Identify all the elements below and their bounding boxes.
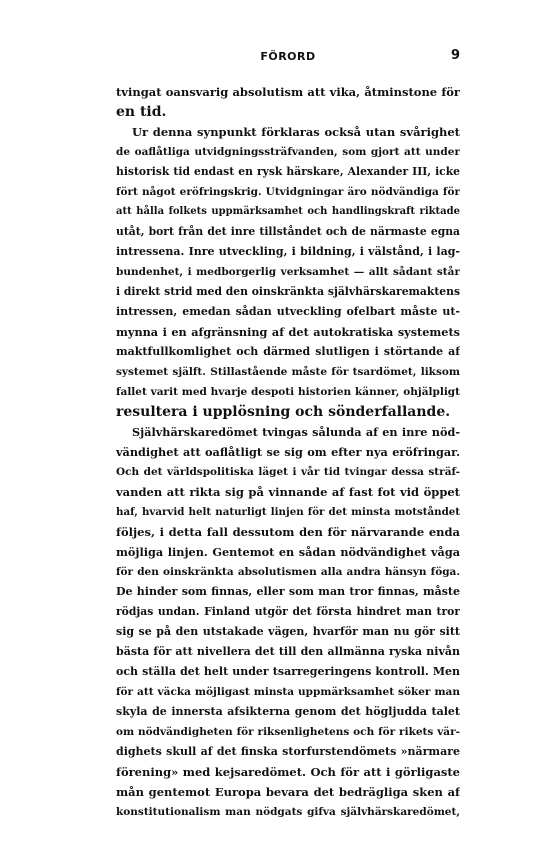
text-line: och ställa det helt under tsarregeringens kontroll. Men	[116, 665, 460, 678]
text-line: De hinder som finnas, eller som man tror finnas, måste	[116, 585, 460, 598]
text-line: rödjas undan. Finland utgör det första hindret man tror	[116, 605, 460, 618]
page-number: 9	[450, 48, 460, 63]
text-line: utåt, bort från det inre tillståndet och de närmaste egna	[116, 225, 460, 238]
text-line: Självhärskaredömet tvingas sålunda af en inre nöd-	[132, 425, 460, 439]
text-line: de oaflåtliga utvidgningssträfvanden, som gjort att under	[116, 146, 460, 158]
text-line: sig se på den utstakade vägen, hvarför man nu gör sitt	[116, 625, 460, 638]
text-line: i direkt strid med den oinskränkta självhärskaremaktens	[116, 285, 460, 298]
text-line: haf, hvarvid helt naturligt linjen för det minsta motståndet	[116, 506, 460, 518]
text-line: om nödvändigheten för riksenlighetens och för rikets vär-	[116, 726, 460, 738]
text-line: att hålla folkets uppmärksamhet och handlingskraft riktade	[116, 206, 460, 217]
text-line: mynna i en afgränsning af det autokratiska systemets	[116, 325, 460, 339]
text-line: Och det världspolitiska läget i vår tid tvingar dessa sträf-	[116, 466, 460, 478]
text-line: tvingat oansvarig absolutism att vika, åtminstone för	[116, 85, 460, 99]
text-line: maktfullkomlighet och därmed slutligen i störtande af	[116, 345, 460, 358]
text-line: Ur denna synpunkt förklaras också utan svårighet	[132, 125, 460, 139]
text-line: historisk tid endast en rysk härskare, Alexander III, icke	[116, 165, 460, 178]
page-header	[116, 50, 460, 70]
text-line: mån gentemot Europa bevara det bedrägliga sken af	[116, 785, 460, 799]
running-head: FÖRORD	[260, 50, 316, 63]
text-line: intressena. Inre utveckling, i bildning, i välstånd, i lag-	[116, 245, 460, 258]
text-line: för den oinskränkta absolutismen alla andra hänsyn föga.	[116, 566, 460, 578]
text-line: vändighet att oaflåtligt se sig om efter nya eröfringar.	[116, 445, 460, 459]
text-line: bundenhet, i medborgerlig verksamhet — allt sådant står	[116, 266, 460, 278]
text-line: konstitutionalism man nödgats gifva självhärskaredömet,	[116, 806, 460, 818]
body-text	[116, 82, 460, 822]
text-line: vanden att rikta sig på vinnande af fast fot vid öppet	[116, 485, 460, 499]
text-line: för att väcka möjligast minsta uppmärksamhet söker man	[116, 686, 460, 698]
text-line: systemet själft. Stillastående måste för tsardömet, liksom	[116, 366, 460, 378]
text-line: intressen, emedan sådan utveckling ofelbart måste ut-	[116, 305, 460, 318]
text-line: skyla de innersta afsikterna genom det högljudda talet	[116, 705, 460, 718]
text-line: möjliga linjen. Gentemot en sådan nödvändighet våga	[116, 545, 460, 559]
text-line: följes, i detta fall dessutom den för närvarande enda	[116, 525, 460, 539]
text-line: resultera i upplösning och sönderfallande.	[116, 404, 451, 420]
text-line: dighets skull af det finska storfurstendömets »närmare	[116, 745, 460, 758]
text-line: fallet varit med hvarje despoti historien känner, ohjälpligt	[116, 386, 460, 398]
text-line: förening» med kejsaredömet. Och för att i görligaste	[116, 765, 460, 779]
text-line: fört något eröfringskrig. Utvidgningar äro nödvändiga för	[116, 186, 460, 198]
text-line: bästa för att nivellera det till den allmänna ryska nivån	[116, 645, 460, 658]
text-line: en tid.	[116, 104, 167, 120]
